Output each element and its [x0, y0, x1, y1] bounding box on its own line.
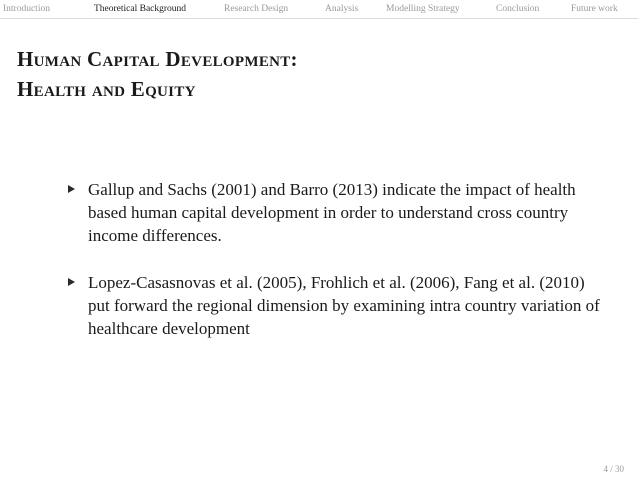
nav-item-future-work[interactable]: Future work	[571, 4, 618, 14]
nav-item-analysis[interactable]: Analysis	[325, 4, 359, 14]
nav-item-conclusion[interactable]: Conclusion	[496, 4, 540, 14]
triangle-bullet-icon	[68, 278, 75, 286]
page-number: 4 / 30	[603, 464, 624, 474]
nav-item-theoretical-background[interactable]: Theoretical Background	[94, 4, 187, 14]
nav-item-modelling-strategy[interactable]: Modelling Strategy	[386, 4, 460, 14]
nav-item-research-design[interactable]: Research Design	[224, 4, 289, 14]
bullet-list	[66, 178, 606, 340]
slide-title-line-1: Human Capital Development:	[17, 47, 298, 71]
nav-item-introduction[interactable]: Introduction	[3, 4, 50, 14]
slide-title-line-2: Health and Equity	[17, 77, 196, 101]
slide-title	[17, 44, 577, 104]
bullet-text: Lopez-Casasnovas et al. (2005), Frohlich et al. (2006), Fang et al. (2010) put forward the regional dimension by examining intra country variation of healthcare development	[88, 273, 600, 338]
bullet-text: Gallup and Sachs (2001) and Barro (2013) indicate the impact of health based human capital development in order to understand cross country income differences.	[88, 180, 576, 245]
triangle-bullet-icon	[68, 185, 75, 193]
bullet-item	[66, 178, 606, 247]
bullet-item	[66, 271, 606, 340]
section-navigation-bar	[0, 0, 638, 19]
